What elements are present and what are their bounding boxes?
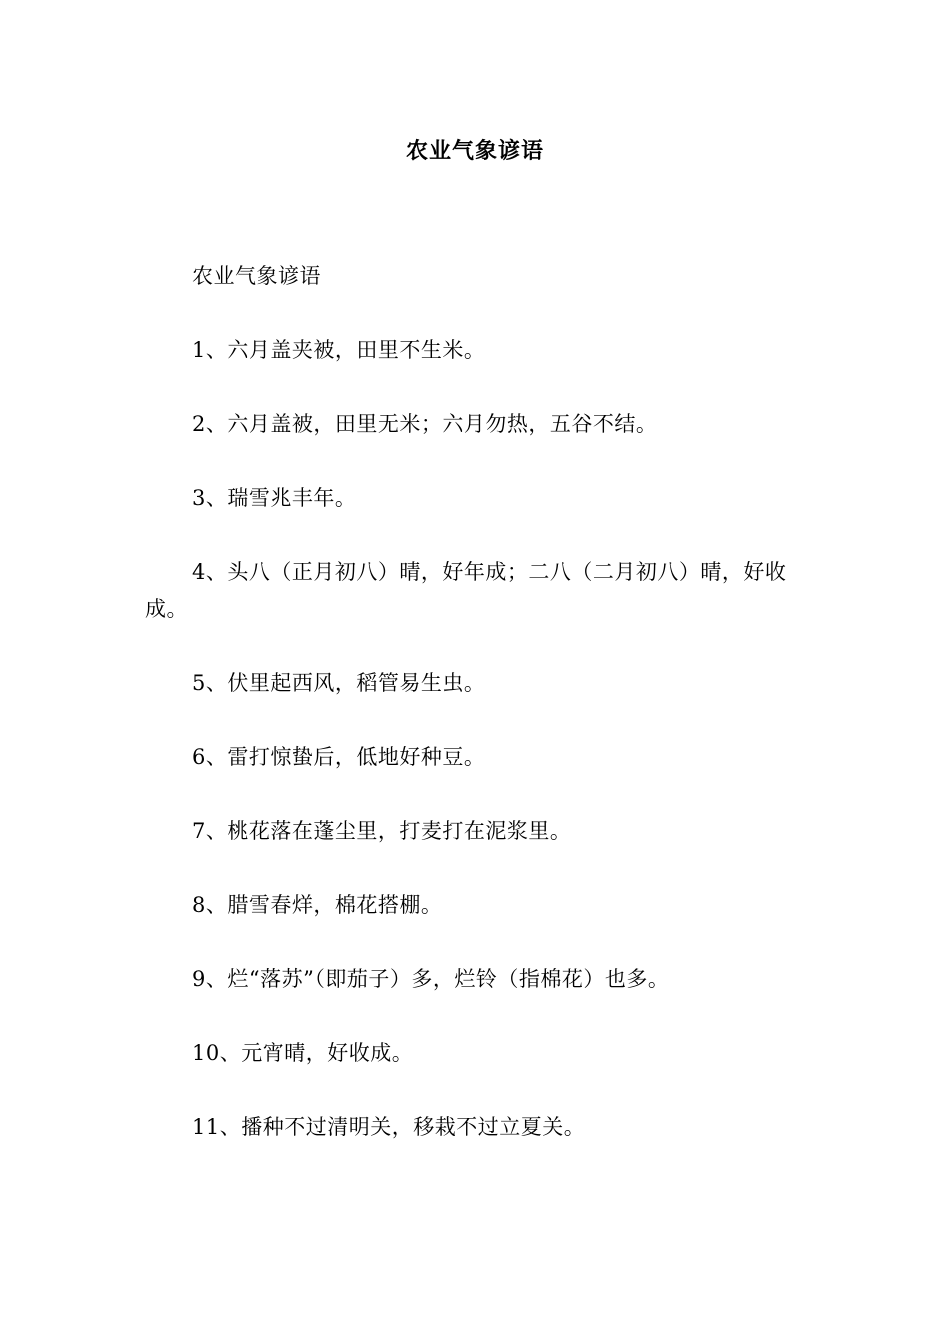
proverb-11: 11、播种不过清明关，移栽不过立夏关。 — [192, 1115, 586, 1139]
proverb-6: 6、雷打惊蛰后，低地好种豆。 — [192, 745, 486, 769]
proverb-2: 2、六月盖被，田里无米；六月勿热，五谷不结。 — [192, 412, 658, 436]
proverb-4: 4、头八（正月初八）晴，好年成；二八（二月初八）晴，好收成。 — [145, 560, 787, 621]
proverb-5: 5、伏里起西风，稻管易生虫。 — [192, 671, 486, 695]
proverb-10: 10、元宵晴，好收成。 — [192, 1041, 414, 1065]
proverb-3: 3、瑞雪兆丰年。 — [192, 486, 357, 510]
document-title: 农业气象谚语 — [405, 138, 544, 164]
document-body — [145, 258, 813, 1183]
proverb-1: 1、六月盖夹被，田里不生米。 — [192, 338, 486, 362]
proverb-8: 8、腊雪春烊，棉花搭棚。 — [192, 893, 443, 917]
paragraph-heading: 农业气象谚语 — [192, 264, 321, 288]
proverb-7: 7、桃花落在蓬尘里，打麦打在泥浆里。 — [192, 819, 572, 843]
proverb-9: 9、烂“落苏”（即茄子）多，烂铃（指棉花）也多。 — [192, 967, 670, 991]
